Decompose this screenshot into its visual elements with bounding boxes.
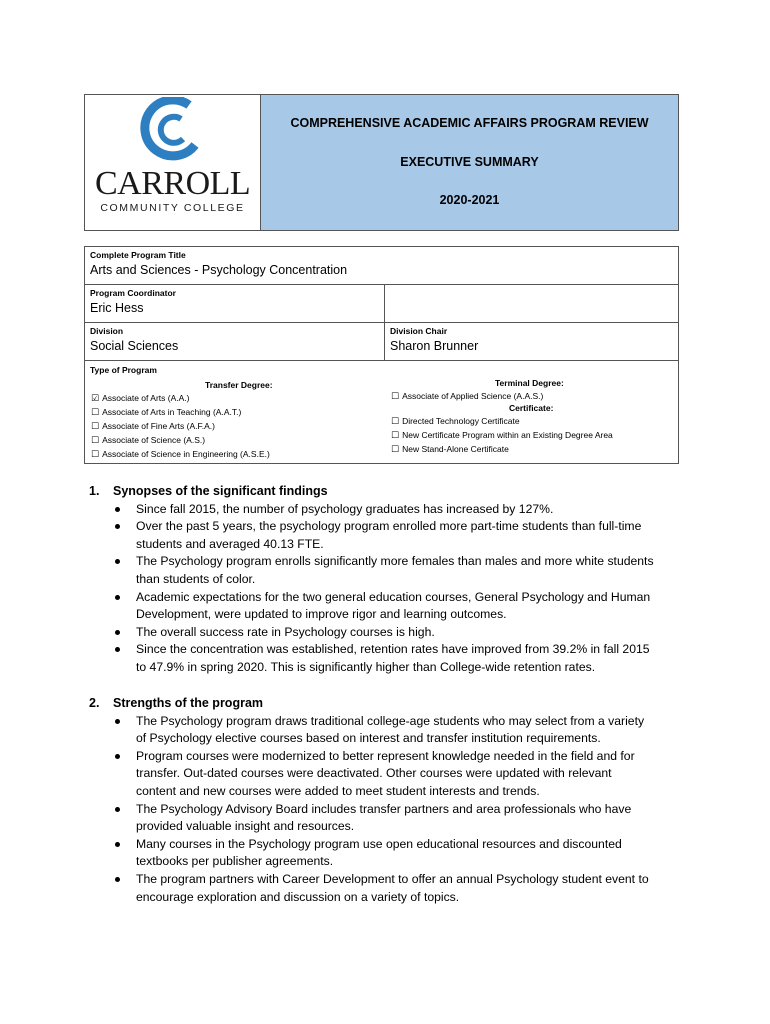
program-title-label: Complete Program Title xyxy=(90,250,186,260)
line: textbooks per publisher agreements. xyxy=(136,854,334,869)
document-subtitle: EXECUTIVE SUMMARY xyxy=(400,154,539,169)
section-findings xyxy=(89,483,689,677)
program-title-row xyxy=(85,247,678,285)
list-item xyxy=(89,641,689,676)
option-aat[interactable] xyxy=(91,406,270,420)
division-chair-value: Sharon Brunner xyxy=(390,338,479,353)
line: The Psychology program draws traditional college-age students who may select from a variety xyxy=(136,713,645,728)
option-label: New Stand-Alone Certificate xyxy=(402,444,509,454)
division-label: Division xyxy=(90,326,124,336)
list-item xyxy=(89,748,689,801)
logo-subtitle: COMMUNITY COLLEGE xyxy=(100,202,245,214)
line: Since fall 2015, the number of psychology graduates has increased by 127%. xyxy=(136,501,554,516)
line: transfer. Out-dated courses were deactivated. Other courses were updated with relevant xyxy=(136,766,612,781)
list-item xyxy=(89,624,689,642)
option-new-cert-existing[interactable] xyxy=(391,429,613,443)
terminal-options xyxy=(391,390,543,404)
college-logo xyxy=(85,95,261,230)
checkbox-checked-icon[interactable]: ☑ xyxy=(91,394,100,404)
checkbox-icon[interactable]: ☐ xyxy=(391,445,400,455)
line: Development, were updated to improve rigor and learning outcomes. xyxy=(136,607,507,622)
checkbox-icon[interactable]: ☐ xyxy=(91,422,100,432)
list-item xyxy=(89,553,689,588)
option-label: Associate of Arts in Teaching (A.A.T.) xyxy=(102,407,242,417)
list-item xyxy=(89,501,689,519)
option-aas[interactable] xyxy=(391,390,543,404)
option-label: Associate of Applied Science (A.A.S.) xyxy=(402,391,544,401)
line: Program courses were modernized to better represent knowledge needed in the field and for xyxy=(136,748,635,763)
line: to 47.9% in spring 2020. This is significantly higher than College-wide retention rates. xyxy=(136,659,596,674)
document-year: 2020-2021 xyxy=(439,193,500,207)
checkbox-icon[interactable]: ☐ xyxy=(91,450,100,460)
option-afa[interactable] xyxy=(91,420,270,434)
transfer-options xyxy=(91,392,270,462)
option-as[interactable] xyxy=(91,434,270,448)
header-box xyxy=(84,94,679,231)
line: encourage exploration and discussion on a variety of topics. xyxy=(136,889,460,904)
checkbox-icon[interactable]: ☐ xyxy=(391,417,400,427)
list-item xyxy=(89,801,689,836)
program-title-value: Arts and Sciences - Psychology Concentration xyxy=(90,262,348,277)
option-directed-tech[interactable] xyxy=(391,415,613,429)
line: than students of color. xyxy=(136,571,256,586)
division-chair-label: Division Chair xyxy=(390,326,448,336)
line: The overall success rate in Psychology courses is high. xyxy=(136,624,435,639)
line: Since the concentration was established, retention rates have improved from 39.2% in fall 2015 xyxy=(136,642,650,657)
option-label: Associate of Science (A.S.) xyxy=(102,435,206,445)
option-aa[interactable] xyxy=(91,392,270,406)
section-number: 1. xyxy=(89,484,100,498)
section-title: Strengths of the program xyxy=(113,696,264,710)
program-type-label: Type of Program xyxy=(90,365,157,375)
section-heading xyxy=(89,483,689,501)
division-value: Social Sciences xyxy=(90,338,179,353)
findings-list xyxy=(89,501,689,677)
list-item xyxy=(89,871,689,906)
line: of Psychology elective courses based on interest and transfer institution requirements. xyxy=(136,731,601,746)
line: Many courses in the Psychology program use open educational resources and discounted xyxy=(136,836,622,851)
section-strengths xyxy=(89,695,689,906)
option-new-standalone[interactable] xyxy=(391,443,613,457)
carroll-c-logo-icon xyxy=(137,97,203,163)
list-item xyxy=(89,518,689,553)
section-title: Synopses of the significant findings xyxy=(113,484,328,498)
title-band xyxy=(261,95,678,230)
checkbox-icon[interactable]: ☐ xyxy=(91,408,100,418)
line: Academic expectations for the two general education courses, General Psychology and Human xyxy=(136,589,651,604)
line: Over the past 5 years, the psychology program enrolled more part-time students than full-time xyxy=(136,519,642,534)
transfer-degree-label: Transfer Degree: xyxy=(205,380,273,390)
option-label: Associate of Fine Arts (A.F.A.) xyxy=(102,421,215,431)
certificate-options xyxy=(391,415,613,457)
list-item xyxy=(89,713,689,748)
line: The Psychology Advisory Board includes transfer partners and area professionals who have xyxy=(136,801,632,816)
document-title: COMPREHENSIVE ACADEMIC AFFAIRS PROGRAM REVIEW xyxy=(290,116,649,130)
line: The Psychology program enrolls significantly more females than males and more white students xyxy=(136,554,654,569)
list-item xyxy=(89,589,689,624)
list-item xyxy=(89,836,689,871)
option-label: Associate of Science in Engineering (A.S.E.) xyxy=(102,449,270,459)
line: content and new courses were added to meet student interests and trends. xyxy=(136,783,540,798)
line: provided valuable insight and resources. xyxy=(136,819,355,834)
option-label: New Certificate Program within an Existing Degree Area xyxy=(402,430,613,440)
coordinator-label: Program Coordinator xyxy=(90,288,176,298)
section-number: 2. xyxy=(89,696,100,710)
certificate-label: Certificate: xyxy=(509,403,554,413)
checkbox-icon[interactable]: ☐ xyxy=(391,392,400,402)
division-row xyxy=(85,323,678,361)
strengths-list xyxy=(89,713,689,907)
option-ase[interactable] xyxy=(91,448,270,462)
program-info-table xyxy=(84,246,679,464)
section-heading xyxy=(89,695,689,713)
logo-wordmark: CARROLL xyxy=(95,165,251,202)
terminal-degree-label: Terminal Degree: xyxy=(495,378,564,388)
option-label: Associate of Arts (A.A.) xyxy=(102,393,190,403)
line: students and averaged 40.13 FTE. xyxy=(136,536,324,551)
option-label: Directed Technology Certificate xyxy=(402,416,520,426)
coordinator-value: Eric Hess xyxy=(90,300,144,315)
checkbox-icon[interactable]: ☐ xyxy=(91,436,100,446)
coordinator-row xyxy=(85,285,678,323)
line: The program partners with Career Development to offer an annual Psychology student event to xyxy=(136,871,649,886)
checkbox-icon[interactable]: ☐ xyxy=(391,431,400,441)
